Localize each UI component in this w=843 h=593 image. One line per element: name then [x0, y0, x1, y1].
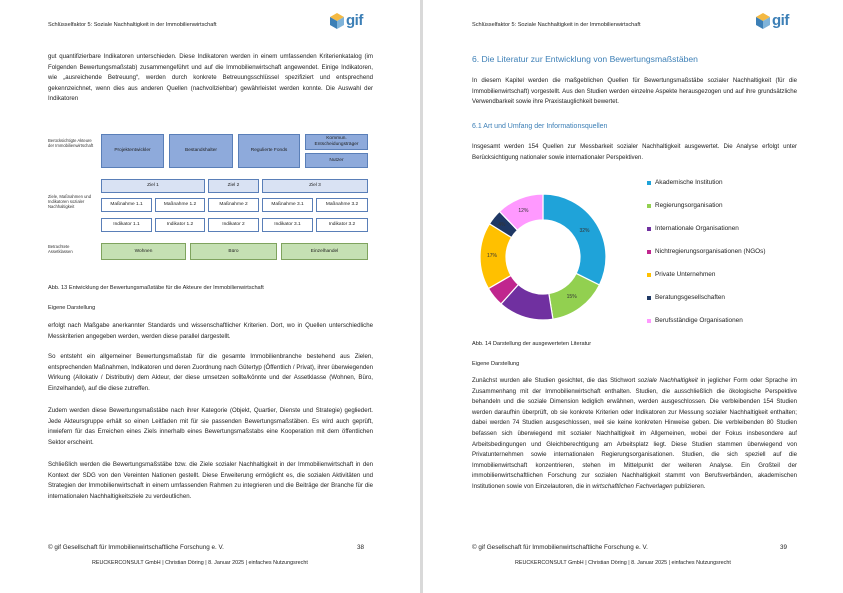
goal-box: Ziel 2	[208, 179, 259, 193]
legend-label: Private Unternehmen	[655, 271, 716, 278]
asset-box: Büro	[190, 243, 277, 260]
body-paragraph: erfolgt nach Maßgabe anerkannter Standards und wissenschaftlicher Kriterien. Dort, wo in Quellen unterschiedliche Messkriterien angegeben werden, werden diese parallel dargestellt.	[48, 322, 373, 340]
measure-box: Maßnahme 1.2	[155, 198, 205, 212]
legend-item	[647, 179, 723, 186]
legend-item	[647, 317, 743, 324]
legend-swatch	[647, 227, 651, 231]
legend-item	[647, 248, 765, 255]
legend-label: Akademische Institution	[655, 179, 723, 186]
indicator-box: Indikator 1.1	[101, 218, 152, 232]
legend-swatch	[647, 319, 651, 323]
row-label-assets: Betrachtete Assetklassen	[48, 244, 73, 254]
indicator-box: Indikator 2	[208, 218, 259, 232]
measure-box: Maßnahme 1.1	[101, 198, 152, 212]
goal-box: Ziel 3	[262, 179, 368, 193]
indicator-box: Indikator 3.2	[316, 218, 368, 232]
section-title: 6. Die Literatur zur Entwicklung von Bewertungsmaßstäben	[472, 54, 698, 64]
footer-meta: REUCKERCONSULT GmbH | Christian Döring | 8. Januar 2025 | einfaches Nutzungsrecht	[92, 560, 308, 566]
actor-box: Nutzer	[305, 153, 368, 168]
indicator-box: Indikator 1.2	[155, 218, 205, 232]
row-label-actors: Berücksichtigte Akteure der Immobilienwirtschaft	[48, 138, 94, 148]
legend-item	[647, 225, 739, 232]
legend-label: Nichtregierungsorganisationen (NGOs)	[655, 248, 766, 255]
legend-swatch	[647, 181, 651, 185]
legend-label: Regierungsorganisation	[655, 202, 723, 209]
legend-swatch	[647, 250, 651, 254]
legend-item	[647, 202, 723, 209]
slice-percent-label: 17%	[487, 253, 498, 260]
slice-percent-label: 4%	[498, 222, 506, 229]
gif-logo	[330, 12, 363, 29]
legend-swatch	[647, 204, 651, 208]
body-paragraph: So entsteht ein allgemeiner Bewertungsmaßstab für die gesamte Immobilienbranche bestehend aus Zielen, entsprechenden Maßnahmen, Indikatoren und deren Zuordnung nach Gütertyp (Öffentlich / Privat), ihrer überwiegenden Wirkung (Allokativ / Distributiv) dem Akteur, der diese umsetzen sollte/könnte und der Assetklasse (Wohnen, Büro, Einzelhandel), auf die diese zutreffen.	[48, 353, 373, 392]
legend-label: Beratungsgesellschaften	[655, 294, 725, 301]
legend-label: Berufsständige Organisationen	[655, 317, 743, 324]
goal-box: Ziel 1	[101, 179, 205, 193]
section-intro: In diesem Kapitel werden die maßgeblichen Quellen für Bewertungsmaßstäbe sozialer Nachhaltigkeit (für die Immobilienwirtschaft) vorgestellt. Aus den Studien werden einzelne Aspekte herausgezogen und auf ihre grundsätzliche Verwendbarkeit sowie ihre Praxistauglichkeit bewertet.	[472, 77, 797, 106]
measure-box: Maßnahme 2	[208, 198, 259, 212]
footer-meta: REUCKERCONSULT GmbH | Christian Döring | 8. Januar 2025 | einfaches Nutzungsrecht	[515, 560, 731, 566]
footer-org: © gif Gesellschaft für Immobilienwirtschaftliche Forschung e. V.	[472, 544, 648, 551]
footer-org: © gif Gesellschaft für Immobilienwirtschaftliche Forschung e. V.	[48, 544, 224, 551]
subsection-title: 6.1 Art und Umfang der Informationsquellen	[472, 123, 608, 130]
legend-swatch	[647, 273, 651, 277]
figure-source: Eigene Darstellung	[472, 361, 520, 367]
body-paragraph: Zunächst wurden alle Studien gesichtet, die das Stichwort soziale Nachhaltigkeit in jeglicher Form oder Sprache im Zusammenhang mit der Immobilienwirtschaft enthalten. Studien, die ausschließlich die ökologische Perspektive behandeln und die soziale Dimension lediglich erwähnen, werden ausgeschlossen. Die verbleibenden 154 Studien werden daraufhin überprüft, ob sie konkrete Kriterien oder Indikatoren zur Messung sozialer Nachhaltigkeit enthalten; dabei werden 74 Studien ausgeschlossen, weil sie keine konkreten Hinweise geben. Die verbleibenden 80 Studien befassen sich überwiegend mit sozialer Nachhaltigkeit im Allgemeinen, wobei der Fokus insbesondere auf Arbeitsbedingungen und Gleichberechtigung am Arbeitsplatz liegt. Diese Studien stammen überwiegend von Privatunternehmen sowie internationalen Regierungsorganisationen. Studien, die sich speziell auf die Immobilienwirtschaft konzentrieren, stehen im Mittelpunkt der weiteren Analyse. Ein Großteil der immobilienwirtschaftlichen Forschung zur sozialen Nachhaltigkeit stammt von Berufsverbänden, akademischen Institutionen sowie von Einzelautoren, die in wirtschaftlichen Fachverlagen publizieren.	[472, 377, 797, 490]
slice-percent-label: 15%	[566, 294, 577, 301]
actor-box: Projektentwickler	[101, 134, 164, 168]
figure-caption: Abb. 13 Entwicklung der Bewertungsmaßstäbe für die Akteure der Immobilienwirtschaft	[48, 285, 264, 291]
asset-box: Einzelhandel	[281, 243, 368, 260]
legend-item	[647, 271, 715, 278]
row-label-goals: Ziele, Maßnahmen und Indikatoren sozialer Nachhaltigkeit	[48, 194, 92, 209]
page-header: Schlüsselfaktor 5: Soziale Nachhaltigkeit in der Immobilienwirtschaft	[472, 22, 641, 28]
slice-percent-label: 32%	[579, 227, 590, 234]
figure-source: Eigene Darstellung	[48, 305, 96, 311]
gif-logo-icon	[330, 13, 344, 29]
gif-logo-text: gif	[772, 12, 789, 29]
asset-box: Wohnen	[101, 243, 186, 260]
left-page	[0, 0, 420, 593]
intro-paragraph: gut quantifizierbare Indikatoren unterschieden. Diese Indikatoren werden in einem umfassenden Kriterienkatalog (im Folgenden Bewertungsmaßstab) zusammengeführt und auf die Immobilienwirtschaft angewendet. Einige Indikatoren, wie „ausreichende Betreuung“, werden durch konkrete Betreuungsschlüssel spezifiziert und entsprechend gekennzeichnet, wenn dies aus anderen Quellen (nachvollziehbar) gewährleistet werden konnte. Die Auswahl der Indikatoren	[48, 53, 373, 103]
legend-swatch	[647, 296, 651, 300]
body-paragraph: Schließlich werden die Bewertungsmaßstäbe bzw. die Ziele sozialer Nachhaltigkeit in der Immobilienwirtschaft in den Kontext der SDG von den Vereinten Nationen gestellt. Diese Erweiterung ermöglicht es, die sozialen Aktivitäten und Strategien der Immobilienwirtschaft in einem umfassenden Rahmen zu integrieren und die Beiträge der Branche für die internationalen Nachhaltigkeitsziele zu verdeutlichen.	[48, 461, 373, 500]
page-number: 38	[357, 544, 365, 551]
actor-box: Kommun. Entscheidungsträger	[305, 134, 368, 150]
donut-slice	[543, 194, 606, 285]
actor-box: Regulierte Fonds	[238, 134, 300, 168]
indicator-box: Indikator 3.1	[262, 218, 313, 232]
gif-logo-text: gif	[346, 12, 363, 29]
measure-box: Maßnahme 3.1	[262, 198, 313, 212]
gif-logo	[756, 12, 789, 29]
legend-label: Internationale Organisationen	[655, 225, 739, 232]
page-header: Schlüsselfaktor 5: Soziale Nachhaltigkeit in der Immobilienwirtschaft	[48, 22, 217, 28]
gif-logo-icon	[756, 13, 770, 29]
actor-box: Bestandshalter	[169, 134, 233, 168]
measure-box: Maßnahme 3.2	[316, 198, 368, 212]
subsection-intro: Insgesamt werden 154 Quellen zur Messbarkeit sozialer Nachhaltigkeit ausgewertet. Die Analyse erfolgt unter Berücksichtigung nationaler sowie internationaler Perspektiven.	[472, 143, 797, 161]
page-number: 39	[780, 544, 788, 551]
figure-caption: Abb. 14 Darstellung der ausgewerteten Literatur	[472, 341, 592, 347]
body-paragraph: Zudem werden diese Bewertungsmaßstäbe nach ihrer Kategorie (Objekt, Quartier, Dienste und Strategie) gegliedert. Jede Akteursgruppe erhält so einen Leitfaden mit für sie passenden Bewertungsmaßstäben. Es wird auch geprüft, inwiefern für das Erreichen eines Ziels innerhalb eines Bewertungsmaßstabs eine Kooperation mit dem öffentlichen Sektor erscheint.	[48, 407, 373, 446]
slice-percent-label: 12%	[518, 207, 529, 214]
legend-item	[647, 294, 725, 301]
